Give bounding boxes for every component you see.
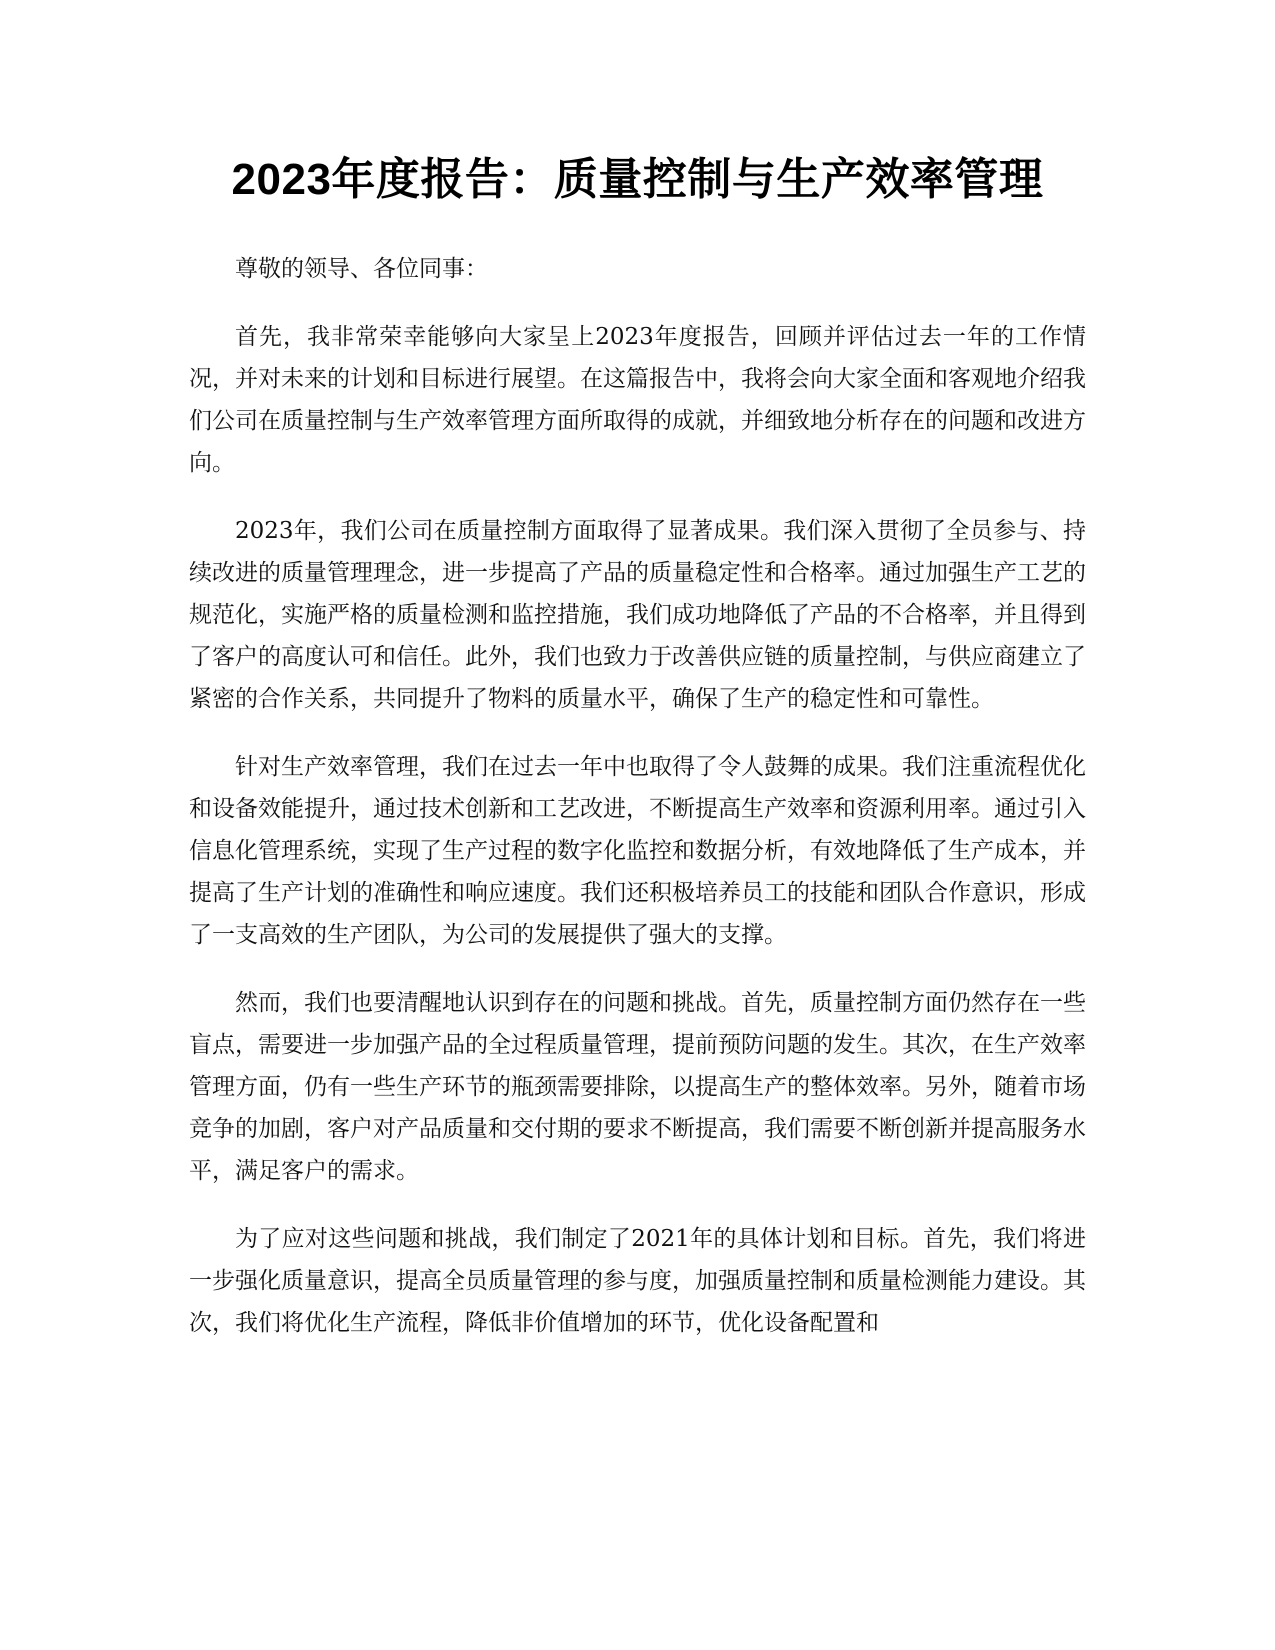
salutation: 尊敬的领导、各位同事： <box>235 256 488 282</box>
paragraph-intro: 首先，我非常荣幸能够向大家呈上2023年度报告，回顾并评估过去一年的工作情况，并对未来的计划和目标进行展望。在这篇报告中，我将会向大家全面和客观地介绍我们公司在质量控制与生产效率管理方面所取得的成就，并细致地分析存在的问题和改进方向。 <box>189 324 1086 476</box>
paragraph-challenges: 然而，我们也要清醒地认识到存在的问题和挑战。首先，质量控制方面仍然存在一些盲点，需要进一步加强产品的全过程质量管理，提前预防问题的发生。其次，在生产效率管理方面，仍有一些生产环节的瓶颈需要排除，以提高生产的整体效率。另外，随着市场竞争的加剧，客户对产品质量和交付期的要求不断提高，我们需要不断创新并提高服务水平，满足客户的需求。 <box>189 990 1086 1184</box>
document-title: 2023年度报告：质量控制与生产效率管理 <box>231 155 1044 204</box>
paragraph-quality-control: 2023年，我们公司在质量控制方面取得了显著成果。我们深入贯彻了全员参与、持续改进的质量管理理念，进一步提高了产品的质量稳定性和合格率。通过加强生产工艺的规范化，实施严格的质量检测和监控措施，我们成功地降低了产品的不合格率，并且得到了客户的高度认可和信任。此外，我们也致力于改善供应链的质量控制，与供应商建立了紧密的合作关系，共同提升了物料的质量水平，确保了生产的稳定性和可靠性。 <box>189 518 1086 712</box>
paragraph-production-efficiency: 针对生产效率管理，我们在过去一年中也取得了令人鼓舞的成果。我们注重流程优化和设备效能提升，通过技术创新和工艺改进，不断提高生产效率和资源利用率。通过引入信息化管理系统，实现了生产过程的数字化监控和数据分析，有效地降低了生产成本，并提高了生产计划的准确性和响应速度。我们还积极培养员工的技能和团队合作意识，形成了一支高效的生产团队，为公司的发展提供了强大的支撑。 <box>189 754 1086 948</box>
document-body <box>189 248 1086 1370</box>
paragraph-plans: 为了应对这些问题和挑战，我们制定了2021年的具体计划和目标。首先，我们将进一步强化质量意识，提高全员质量管理的参与度，加强质量控制和质量检测能力建设。其次，我们将优化生产流程，降低非价值增加的环节，优化设备配置和 <box>189 1226 1086 1336</box>
